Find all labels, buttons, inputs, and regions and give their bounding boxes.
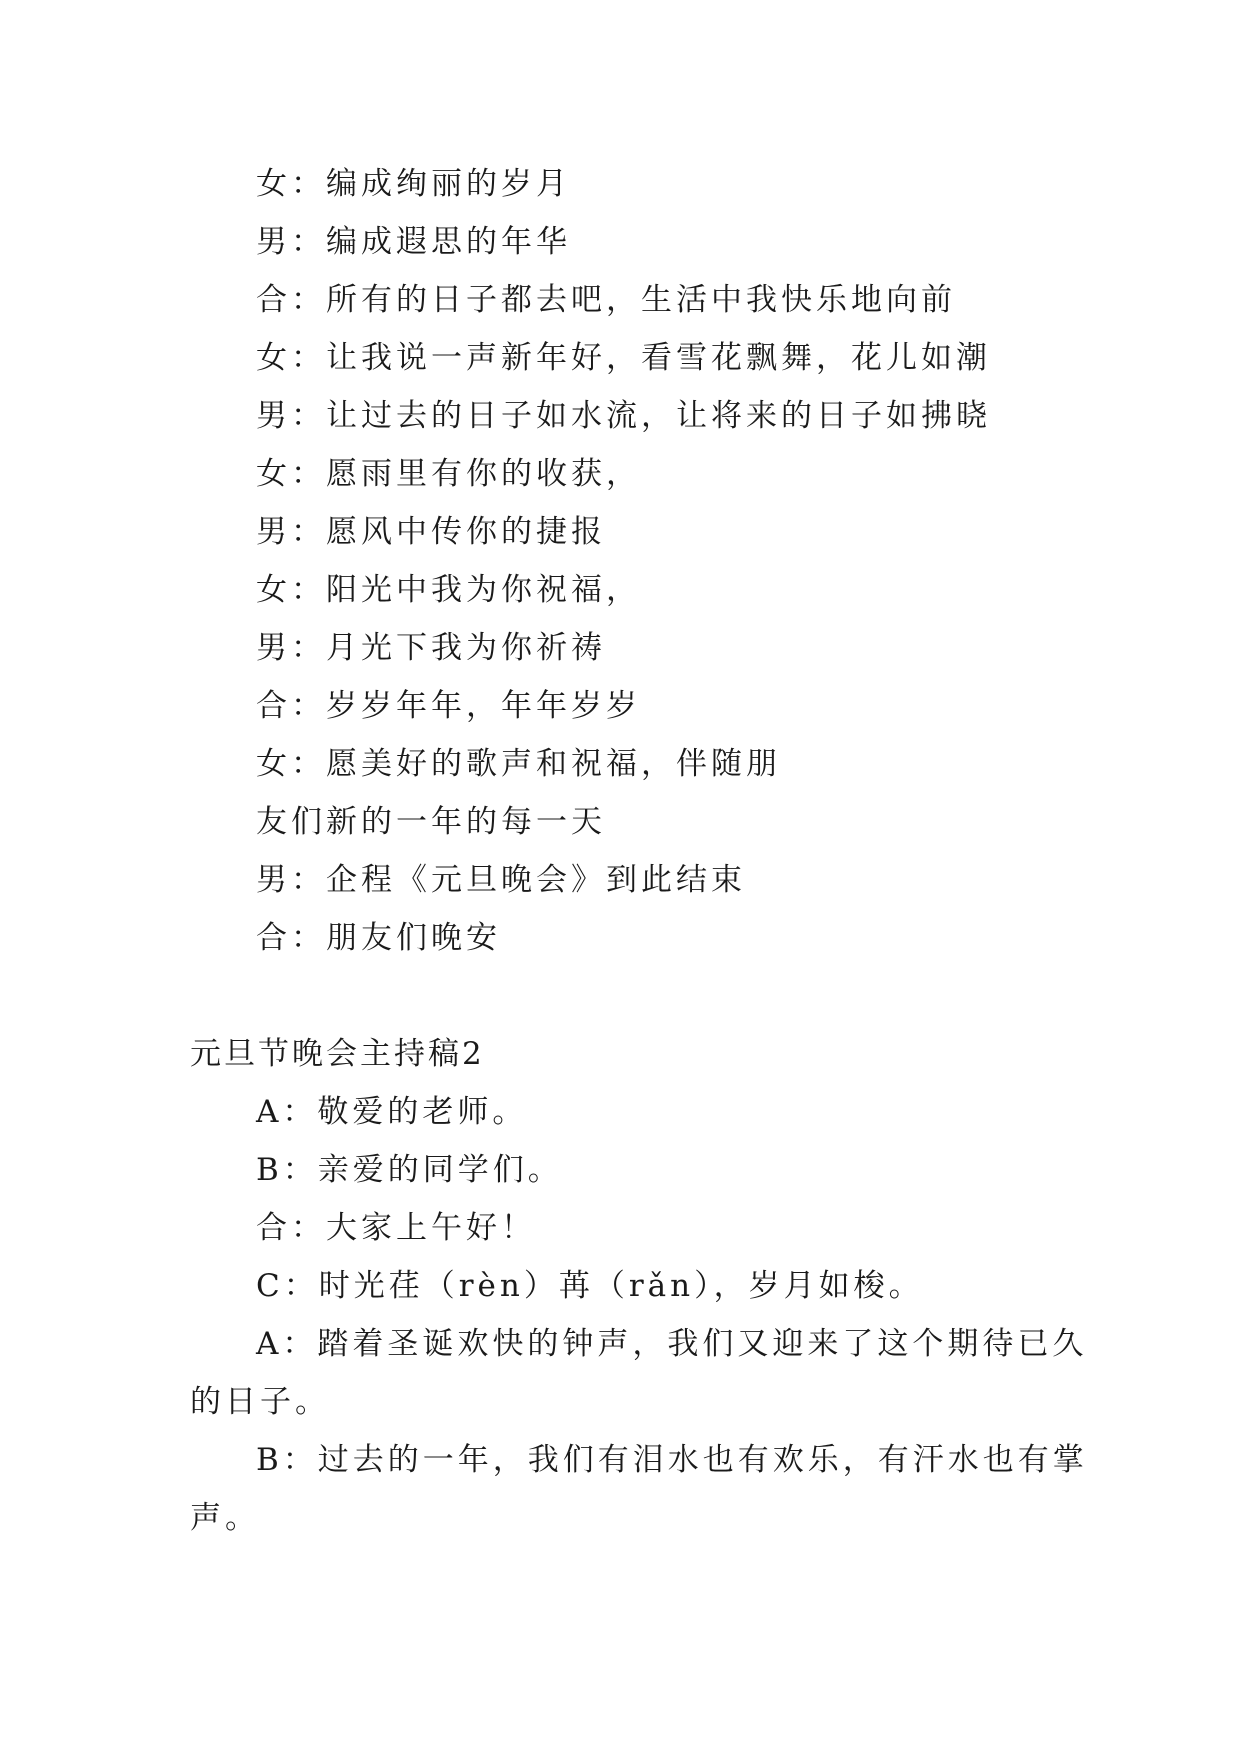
dialogue-line: 合：所有的日子都去吧，生活中我快乐地向前	[256, 282, 956, 318]
dialogue-line: 女：让我说一声新年好，看雪花飘舞，花儿如潮	[256, 340, 991, 376]
dialogue-line: 声。	[190, 1500, 260, 1536]
dialogue-line: 女：愿雨里有你的收获，	[256, 456, 641, 492]
dialogue-line: 的日子。	[190, 1384, 330, 1420]
dialogue-line: 女：编成绚丽的岁月	[256, 166, 571, 202]
dialogue-line: B：亲爱的同学们。	[256, 1152, 563, 1188]
dialogue-line: C：时光荏（rèn）苒（rǎn），岁月如梭。	[256, 1268, 924, 1304]
dialogue-line: A：踏着圣诞欢快的钟声，我们又迎来了这个期待已久	[256, 1326, 1088, 1362]
dialogue-line: A：敬爱的老师。	[256, 1094, 528, 1130]
dialogue-line: 男：企程《元旦晚会》到此结束	[256, 862, 746, 898]
dialogue-line: 男：月光下我为你祈祷	[256, 630, 606, 666]
dialogue-line: 合：岁岁年年，年年岁岁	[256, 688, 641, 724]
dialogue-line: 合：朋友们晚安	[256, 920, 501, 956]
section-title: 元旦节晚会主持稿2	[190, 1036, 485, 1072]
dialogue-line: 男：愿风中传你的捷报	[256, 514, 606, 550]
dialogue-line: B：过去的一年，我们有泪水也有欢乐，有汗水也有掌	[256, 1442, 1088, 1478]
dialogue-line: 合：大家上午好！	[256, 1210, 536, 1246]
dialogue-line: 友们新的一年的每一天	[256, 804, 606, 840]
dialogue-line: 男：编成遐思的年华	[256, 224, 571, 260]
dialogue-line: 女：愿美好的歌声和祝福，伴随朋	[256, 746, 781, 782]
dialogue-line: 男：让过去的日子如水流，让将来的日子如拂晓	[256, 398, 991, 434]
dialogue-line: 女：阳光中我为你祝福，	[256, 572, 641, 608]
